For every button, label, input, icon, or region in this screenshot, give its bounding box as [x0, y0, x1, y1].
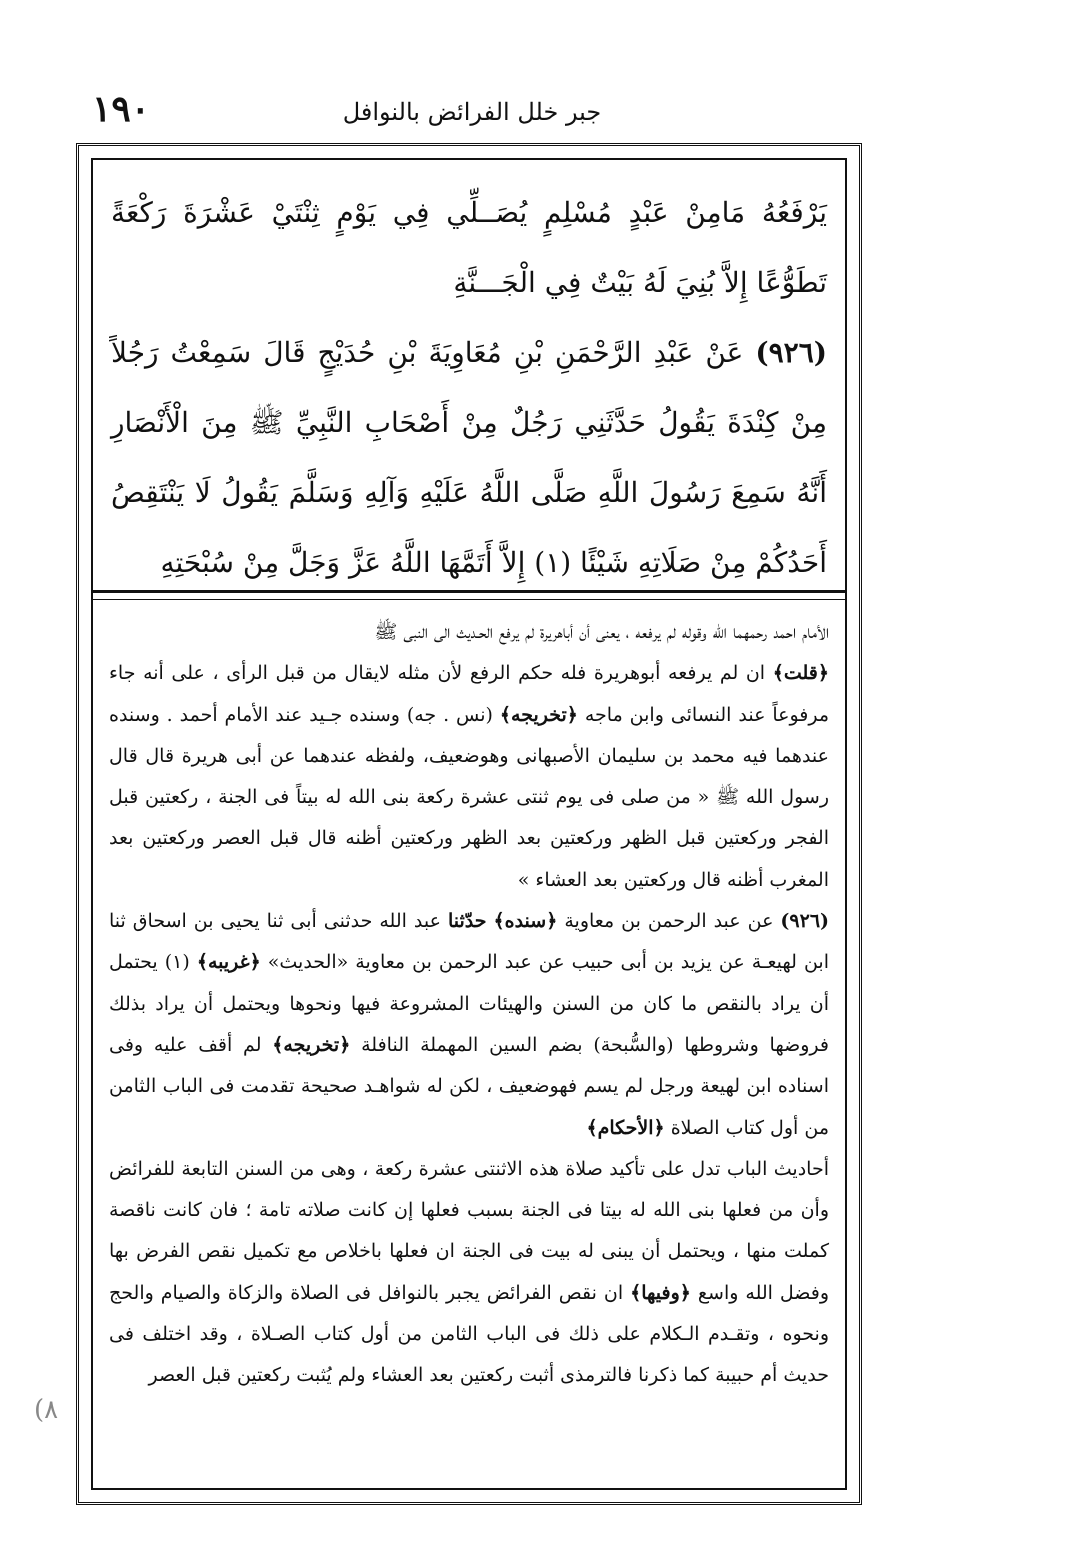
running-title: جبر خلل الفرائض بالنوافل — [342, 98, 602, 126]
commentary-paragraph: الأمام احمد رحمهما الله وقوله لم يرفعه ، يعنى أن أباهريرة لم يرفع الحـديث الى النبى ﷺ — [374, 621, 829, 643]
commentary-text: ان لم يرفعه أبوهريرة فله حكم الرفع لأن مثله لايقال من قبل الرأى ، على أنه جاء مرفوعاً عند النسائى وابن ماجه — [109, 662, 830, 726]
commentary-text: أحاديث الباب تدل على تأكيد صلاة هذه الاثنتى عشرة ركعة ، وهى من السنن التابعة للفرائض وأن من فعلها بنى الله له بيتا فى الجنة بسبب فعلها إن كانت صلاته تامة ؛ فان كانت ناقصة كملت منها ، ويحتمل أن يبنى له بيت فى الجنة ان فعلها باخلاص مع تكميل نقص الفرض بها وفضل الله واسع — [109, 1157, 830, 1304]
takhrij-heading: ﴿تخريجه﴾ — [272, 1033, 351, 1056]
page-frame-inner — [91, 158, 847, 1490]
commentary-text: لم أقف عليه وفى اسناده ابن لهيعة ورجل لم يسم فهوضعيف ، لكن له شواهـد صحيحة تقدمت فى الباب الثامن من أول كتاب الصلاة — [109, 1033, 829, 1139]
margin-mark: (٨ — [34, 1395, 59, 1425]
sanad-heading: ﴿سنده﴾ — [493, 910, 558, 933]
main-hadith-text — [93, 160, 845, 590]
haddathana-word: حدّثنا — [447, 910, 487, 933]
hadith-number: (٩٢٦) — [755, 336, 828, 369]
hadith-926 — [111, 318, 827, 598]
commentary-paragraph — [109, 901, 829, 1149]
commentary-text: (١) يحتمل أن يراد بالنقص ما كان من السنن والهيئات المشروعة فيها ونحوها ويحتمل أن يراد بذلك فروضها وشروطها (والسُّبحة) بضم السين المهملة النافلة — [109, 951, 829, 1056]
commentary-paragraph — [109, 653, 829, 901]
page-header — [92, 88, 852, 140]
ahkam-heading: ﴿الأحكام﴾ — [586, 1116, 665, 1139]
commentary-text: عن عبد الرحمن بن معاوية — [564, 910, 774, 933]
page-number: ١٩٠ — [92, 88, 151, 130]
hadith-number: (٩٢٦) — [780, 910, 830, 933]
gharib-heading: ﴿غريبه﴾ — [196, 951, 261, 974]
qultu-heading: ﴿قلت﴾ — [772, 662, 829, 685]
page-frame — [76, 143, 862, 1505]
commentary-text: (نس . جه) وسنده جـيد عند الأمام أحمد . وسنده عندهما فيه محمد بن سليمان الأصبهانى وهوضعيف، ولفظه عندهما عن أبى هريرة قال قال رسول الله ﷺ « من صلى فى يوم ثنتى عشرة ركعة بنى الله له بيتاً فى الجنة ، ركعتين قبل الفجر وركعتين قبل الظهر وركعتين بعد الظهر وركعتين أظنه قال قبل العصر وركعتين بعد المغرب أظنه قال وركعتين بعد العشاء » — [109, 703, 829, 891]
commentary-section — [93, 608, 845, 1488]
hadith-926-text: عَنْ عَبْدِ الرَّحْمَنِ بْنِ مُعَاوِيَةَ بْنِ حُدَيْجٍ قَالَ سَمِعْتُ رَجُلاً مِنْ كِنْدَةَ يَقُولُ حَدَّثَنِي رَجُلٌ مِنْ أَصْحَابِ النَّبِيِّ ﷺ مِنَ الْأَنْصَارِ أَنَّهُ سَمِعَ رَسُولَ اللَّهِ صَلَّى اللَّهُ عَلَيْهِ وَآلِهِ وَسَلَّمَ يَقُولُ لَا يَنْتَقِصُ أَحَدُكُمْ مِنْ صَلَاتِهِ شَيْئًا (١) إِلاَّ أَتَمَّهَا اللَّهُ عَزَّ وَجَلَّ مِنْ سُبْحَتِهِ — [111, 336, 827, 579]
wa-fiha-heading: ﴿وفيها﴾ — [630, 1281, 691, 1304]
hadith-925-ending: يَرْفَعُهُ مَامِنْ عَبْدٍ مُسْلِمٍ يُصَــلِّي فِي يَوْمٍ ثِنْتَيْ عَشْرَةَ رَكْعَةً تَطَوُّعًا إِلاَّ بُنِيَ لَهُ بَيْتٌ فِي الْجَـــنَّةِ — [111, 196, 827, 299]
commentary-paragraph — [109, 1149, 829, 1397]
commentary-text: عبد الله حدثنى أبى ثنا يحيى بن اسحاق ثنا ابن لهيعـة عن يزيد بن أبى حبيب عن عبد الرحمن بن معاوية «الحديث» — [109, 910, 829, 974]
takhrij-heading: ﴿تخريجه﴾ — [499, 703, 578, 726]
commentary-text: ان نقص الفرائض يجبر بالنوافل فى الصلاة والزكاة والصيام والحج ونحوه ، وتقـدم الـكلام على ذلك فى الباب الثامن من أول كتاب الصـلاة ، وقد اختلف فى حديث أم حبيبة كما ذكرنا فالترمذى أثبت ركعتين بعد العشاء ولم يُثبت ركعتين قبل العصر — [109, 1281, 829, 1387]
section-divider — [93, 590, 845, 600]
